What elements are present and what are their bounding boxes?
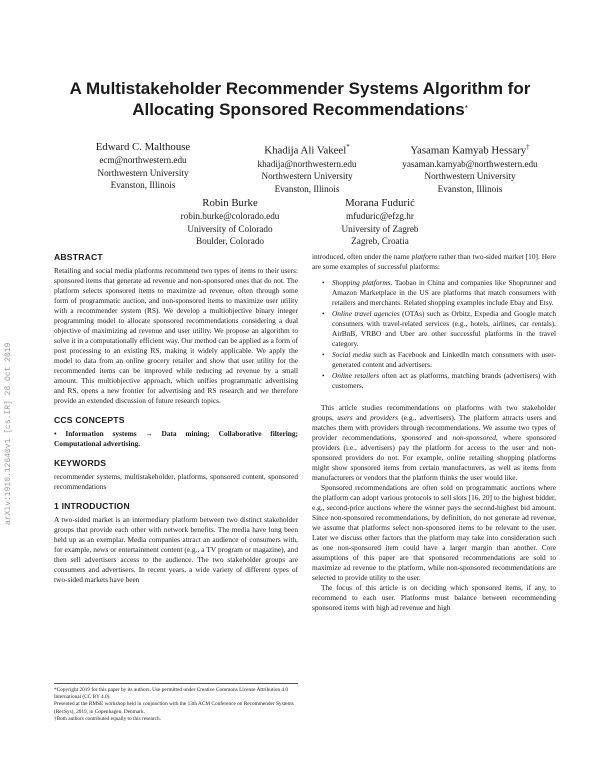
abstract-heading: ABSTRACT xyxy=(54,252,103,262)
paragraph: introduced, often under the name platform rather than two-sided market [10]. Here are some examples of successful platforms: xyxy=(312,252,556,271)
author-email: yasaman.kamyab@northwestern.edu xyxy=(402,158,538,169)
author-location: Evanston, Illinois xyxy=(437,183,503,194)
author-email: khadija@northwestern.edu xyxy=(257,158,357,169)
author-email: mfuduric@efzg.hr xyxy=(346,211,414,221)
platform-examples-list xyxy=(312,278,556,391)
paragraph: Sponsored recommendations are often sold on programmatic auctions where the platform can adopt various protocols to sell slots [16, 20] to the highest bidder, e.g., second-price auctions where the winner pays the second-highest bid amount. Since non-sponsored recommendations, by definition, do not generate ad revenue, we assume that platforms select non-sponsored items to be relevant to the user. Later we discuss other factors that the platform may take into consideration such as one non-sponsored item could have a larger margin than another. Core assumptions of this paper are that sponsored recommendations are sold to maximize ad revenue to the platform, while non-sponsored recommendations are selected to provide utility to the user. xyxy=(312,483,556,582)
author-affiliation: University of Colorado xyxy=(187,223,273,234)
author-email: robin.burke@colorado.edu xyxy=(180,211,280,221)
list-item: • Online travel agencies (OTAs) such as Orbitz, Expedia and Google match consumers with travel-related services (e.g., hotels, airlines, car rentals). AirBnB, VRBO and Uber are other successful platforms in the travel category. xyxy=(332,309,556,349)
author-affiliation: Northwestern University xyxy=(261,171,353,182)
right-column xyxy=(312,252,556,613)
keywords-text: recommender systems, multistakeholder, platforms, sponsored content, sponsored recommendations xyxy=(54,472,298,491)
paragraph: The focus of this article is on deciding which sponsored items, if any, to recommend to each user. Platforms must balance between recommending sponsored items with high ad revenue and high xyxy=(312,583,556,612)
footnotes xyxy=(54,683,298,723)
author-location: Boulder, Colorado xyxy=(195,236,265,246)
author-location: Evanston, Illinois xyxy=(110,180,176,190)
author-email: ecm@northwestern.edu xyxy=(99,155,187,165)
author-name: Edward C. Malthouse xyxy=(95,141,191,153)
footnote-workshop: Presented at the RMSE workshop held in conjunction with the 13th ACM Conference on Recommender Systems (RecSys), 2019, in Copenhagen, Denmark. xyxy=(54,701,294,715)
list-item: • Social media such as Facebook and LinkedIn match consumers with user-generated content and advertisers. xyxy=(332,350,556,370)
author-mark: † xyxy=(526,143,530,151)
left-column xyxy=(54,252,298,585)
footnote-equal-contribution: †Both authors contributed equally to this research. xyxy=(54,715,161,722)
author-affiliation: University of Zagreb xyxy=(341,223,419,234)
keywords-heading: KEYWORDS xyxy=(54,458,107,468)
list-item: • Online retailers often act as platforms, matching brands (advertisers) with customers. xyxy=(332,371,556,391)
author-block xyxy=(222,140,392,195)
author-block xyxy=(295,196,465,248)
author-name: Morana Fudurić xyxy=(345,197,415,209)
abstract-text: Retailing and social media platforms recommend two types of items to their users: sponsored items that generate ad revenue and non-sponsored ones that do not. The platform selects sponsored items to maximize ad revenue, often through some form of programmatic auction, and non-sponsored items to maximize user utility with a recommender system (RS). We develop a multiobjective binary integer programming model to allocate sponsored recommendations considering a dual objective of maximizing ad revenue and user utility. We propose an algorithm to solve it in a computationally efficient way. Our method can be applied as a form of post processing to an existing RS, making it widely applicable. We apply the model to data from an online grocery retailer and show that user utility for the recommended items can be improved while reducing ad revenue by a small amount. This multiobjective approach, which unifies programmatic advertising and RS, opens a new frontier for advertising and RS research and we therefore provide an extended discussion of future research topics. xyxy=(54,266,298,405)
author-affiliation: Northwestern University xyxy=(424,171,516,182)
author-mark: * xyxy=(346,143,350,151)
list-item: • Shopping platforms. Taobao in China and companies like Shoprunner and Amazon Marketplace in the US are platforms that match consumers with retailers and merchants. Related shopping examples include Ebay and Etsy. xyxy=(332,278,556,308)
intro-heading: 1 INTRODUCTION xyxy=(54,501,130,511)
paragraph: This article studies recommendations on platforms with two stakeholder groups, users and providers (e.g., advertisers). The platform attracts users and matches them with providers through recommendations. We assume two types of provider recommendations, sponsored and non-sponsored, where sponsored providers (i.e., advertisers) pay the platform for access to the user and non-sponsored providers do not. For example, online retailing shopping platforms might show sponsored items from certain manufacturers, as well as items from manufacturers or vendors that the platform thinks the user would like. xyxy=(312,403,556,482)
author-name: Khadija Ali Vakeel xyxy=(264,144,347,157)
ccs-heading: CCS CONCEPTS xyxy=(54,415,125,425)
author-location: Zagreb, Croatia xyxy=(351,236,409,246)
author-name: Robin Burke xyxy=(202,197,258,209)
author-affiliation: Northwestern University xyxy=(97,167,189,178)
arxiv-sidebar-id: arXiv:1910.12640v1 [cs.IR] 28 Oct 2019 xyxy=(4,342,13,525)
author-location: Evanston, Illinois xyxy=(274,183,340,194)
title-line-1: A Multistakeholder Recommender Systems Algorithm for xyxy=(69,79,531,98)
footnote-copyright: *Copyright 2019 for this paper by its authors. Use permitted under Creative Commons License Attribution 4.0 International (CC BY 4.0). xyxy=(54,687,289,701)
author-name: Yasaman Kamyab Hessary xyxy=(410,144,527,157)
author-block xyxy=(370,140,570,195)
author-block xyxy=(145,196,315,248)
ccs-text: • Information systems → Data mining; Collaborative filtering; Computational advertising. xyxy=(54,429,298,448)
intro-text: A two-sided market is an intermediary platform between two distinct stakeholder groups that provide each other with network benefits. The media have long been held up as an exemplar. Media companies attract an audience of consumers with, for example, news or entertainment content (e.g., a TV program or magazine), and then sell advertisers access to the audience. The two stakeholder groups are consumers and advertisers. In recent years, a wide variety of different types of two-sided markets have been xyxy=(54,515,298,584)
author-block xyxy=(58,140,228,192)
title-line-2: Allocating Sponsored Recommendations xyxy=(132,100,465,119)
paper-title xyxy=(40,78,560,120)
title-footnote-mark: * xyxy=(464,104,468,113)
